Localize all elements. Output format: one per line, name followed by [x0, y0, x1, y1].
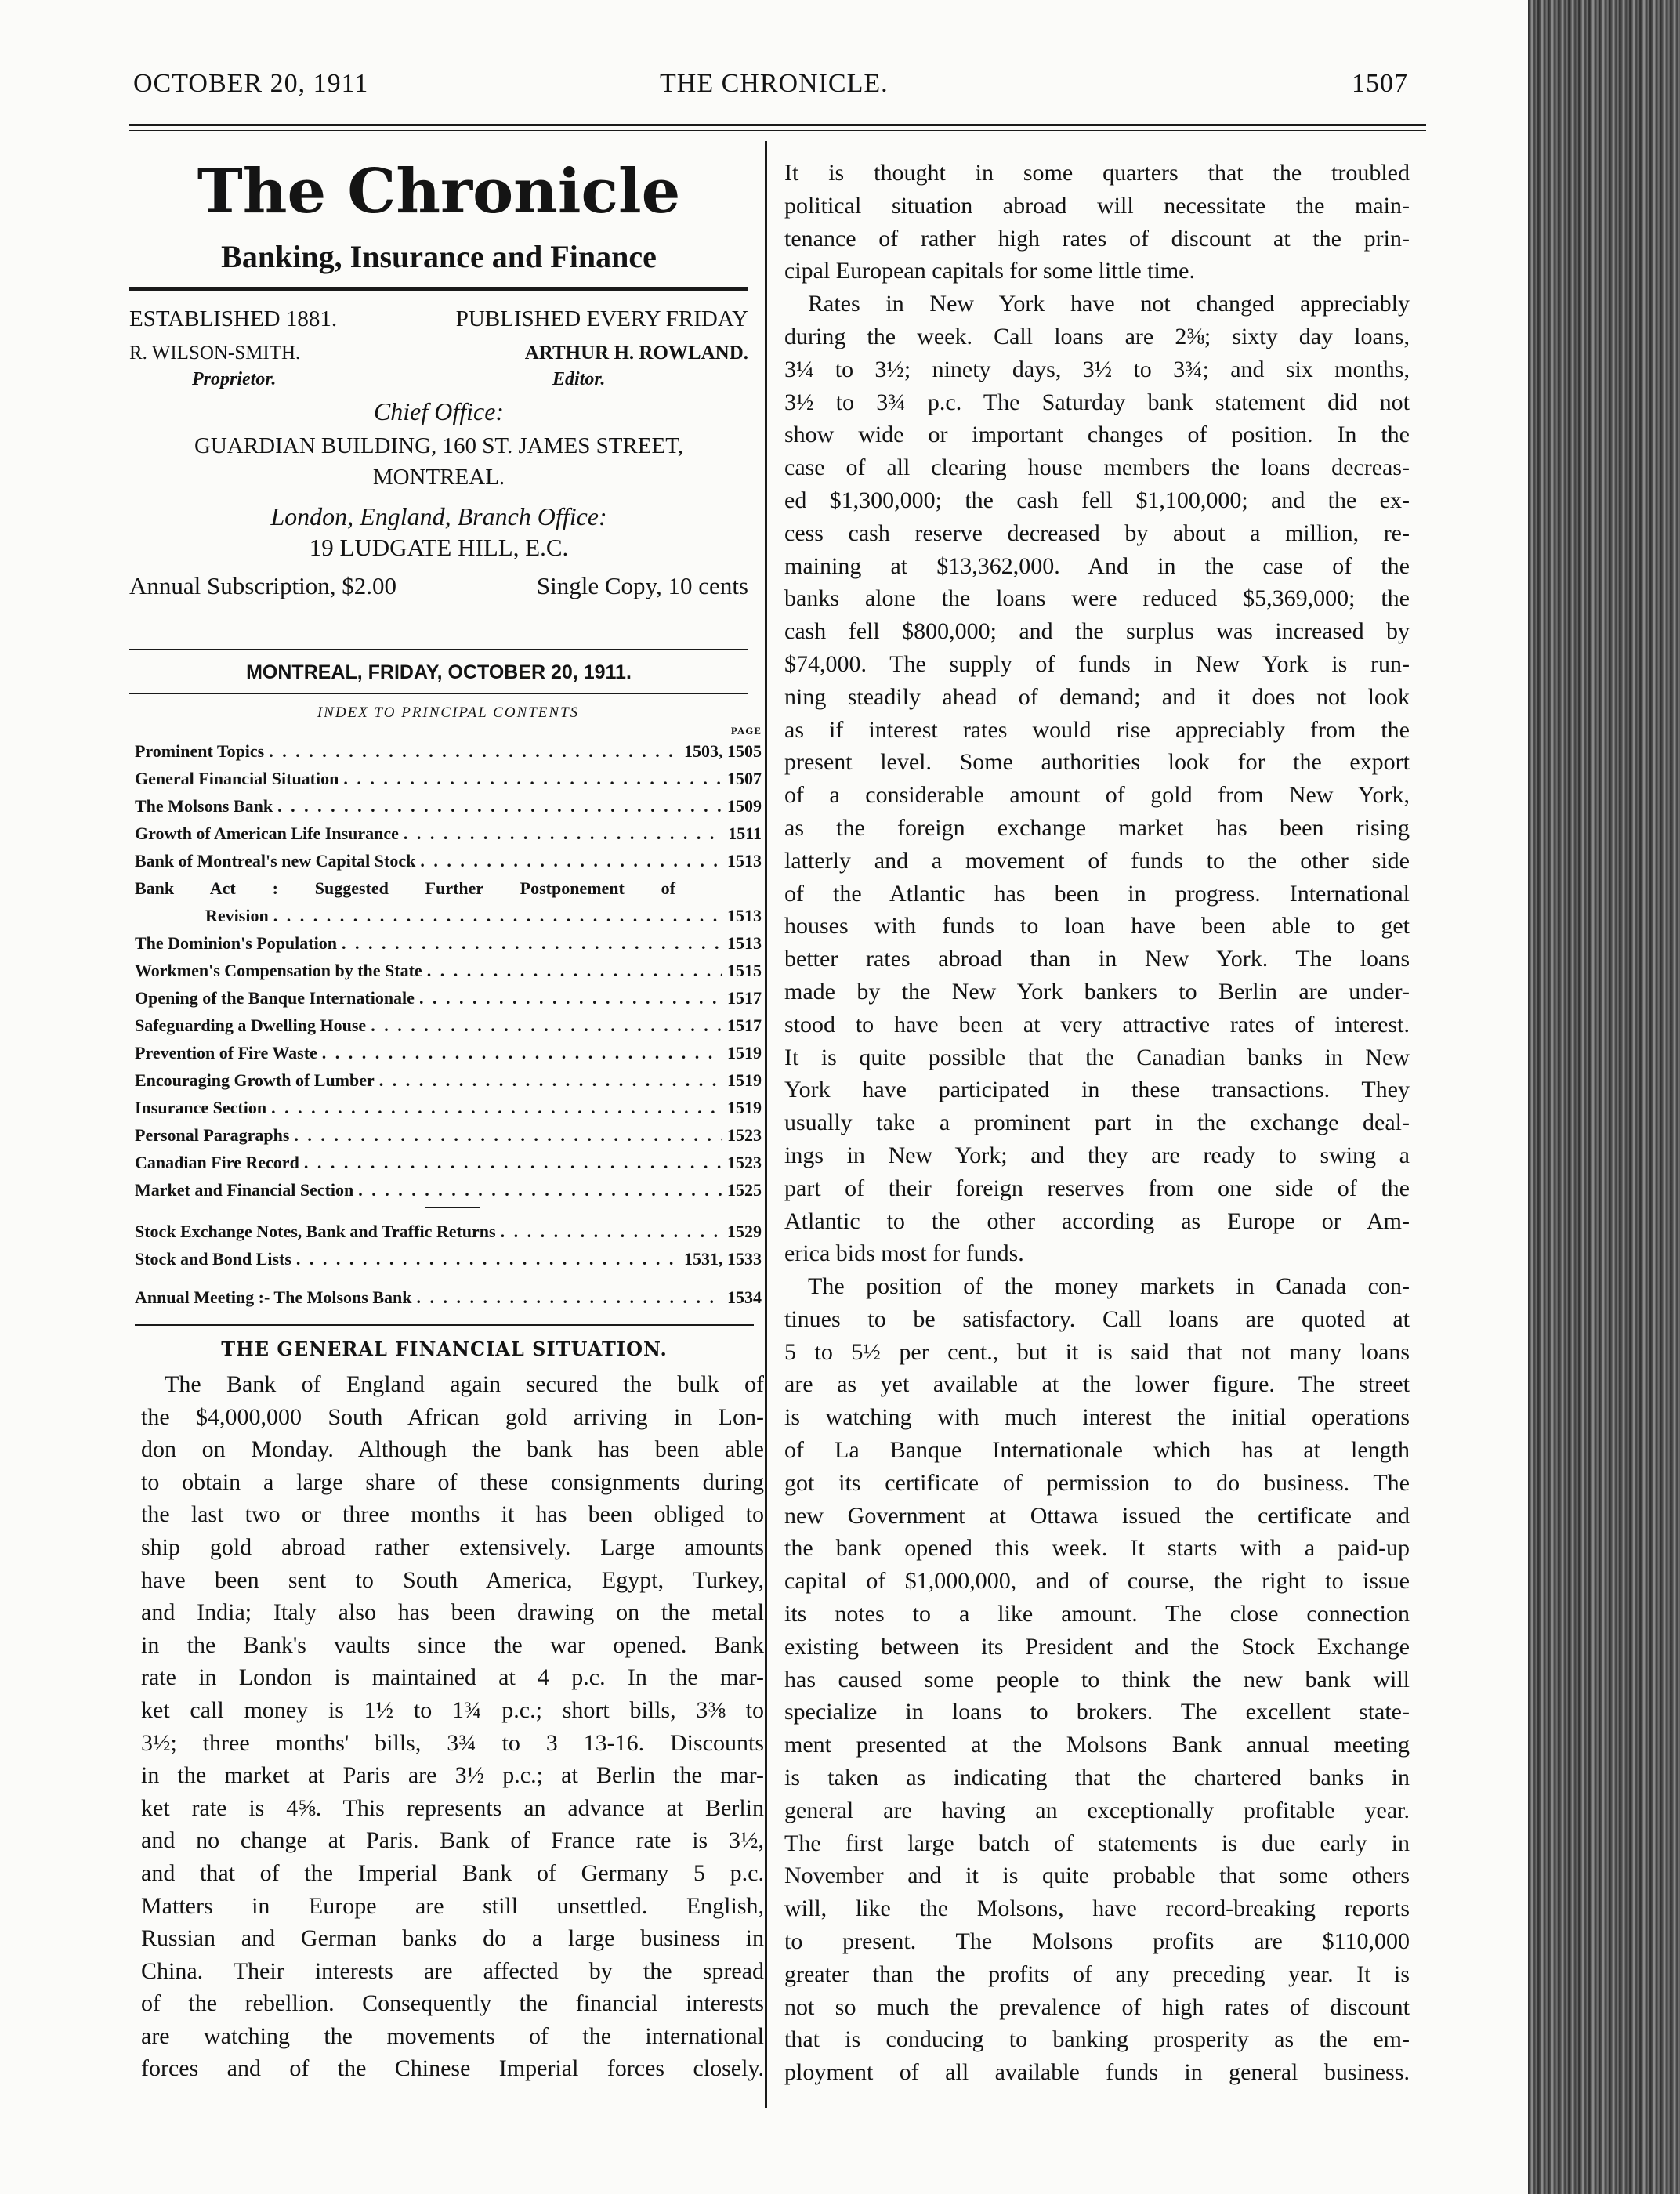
article-line: cipal European capitals for some little time.: [784, 258, 1195, 284]
index-entry-title: Safeguarding a Dwelling House: [135, 1016, 367, 1035]
article-line: erica bids most for funds.: [784, 1240, 1024, 1267]
article-line: $74,000. The supply of funds in New York is run-: [784, 650, 1410, 677]
article-line: tenance of rather high rates of discount at the prin-: [784, 225, 1410, 252]
running-head-title: THE CHRONICLE.: [660, 69, 889, 98]
leader-dots: [420, 847, 722, 874]
article-line: 3¼ to 3½; ninety days, 3½ to 3¾; and six months,: [784, 356, 1410, 382]
index-entry-title: Insurance Section: [135, 1098, 267, 1117]
index-entry-page: 1513: [727, 933, 762, 953]
leader-dots: [269, 737, 679, 765]
article-line: present level. Some authorities look for the export: [784, 749, 1410, 776]
article-line: Matters in Europe are still unsettled. English,: [141, 1892, 764, 1919]
article-line: that is conducing to banking prosperity as the em-: [784, 2026, 1410, 2053]
leader-dots: [501, 1218, 722, 1245]
article-line: will, like the Molsons, have record-breaking reports: [784, 1895, 1410, 1922]
index-entry-page: 1523: [727, 1153, 762, 1172]
index-entry-continued: [135, 902, 762, 929]
article-line: specialize in loans to brokers. The excellent state-: [784, 1699, 1410, 1725]
masthead-rule: [129, 287, 748, 291]
index-entry-title: Bank of Montreal's new Capital Stock: [135, 851, 416, 871]
article-rule: [135, 1324, 754, 1326]
article-line: better rates abroad than in New York. The loans: [784, 946, 1410, 972]
index-entry-page: 1531, 1533: [684, 1249, 762, 1269]
article-line: rate in London is maintained at 4 p.c. In the mar-: [141, 1664, 764, 1691]
leader-dots: [342, 929, 722, 957]
index-entry: [135, 1245, 762, 1273]
index-heading: INDEX TO PRINCIPAL CONTENTS: [317, 704, 580, 721]
article-line: has caused some people to think the new bank will: [784, 1666, 1410, 1693]
article-line: as the foreign exchange market has been rising: [784, 814, 1410, 841]
masthead: [129, 149, 748, 599]
article-line: 5 to 5½ per cent., but it is said that not many loans: [784, 1338, 1410, 1365]
article-line: general are having an exceptionally profitable year.: [784, 1797, 1410, 1823]
index-entry: [135, 957, 762, 984]
proprietor-name: R. WILSON-SMITH.: [129, 342, 301, 364]
article-line: usually take a prominent part in the exchange deal-: [784, 1110, 1410, 1136]
roles-row: [129, 366, 748, 393]
article-line: the $4,000,000 South African gold arriving in Lon-: [141, 1403, 764, 1430]
index-entry-title: The Dominion's Population: [135, 933, 337, 953]
london-label: London, England, Branch Office:: [270, 502, 607, 530]
index-entry-page: 1513: [727, 906, 762, 925]
article-line: ed $1,300,000; the cash fell $1,100,000; and the ex-: [784, 487, 1410, 513]
index-entry-page: 1517: [727, 1016, 762, 1035]
article-line: The position of the money markets in Canada con-: [808, 1273, 1410, 1300]
index-entry: [135, 847, 762, 874]
article-line: of the rebellion. Consequently the financial interests: [141, 1990, 764, 2017]
article-line: to present. The Molsons profits are $110,000: [784, 1928, 1410, 1955]
article-line: got its certificate of permission to do business. The: [784, 1469, 1410, 1496]
editor-name: ARTHUR H. ROWLAND.: [524, 342, 748, 364]
leader-dots: [273, 902, 722, 929]
article-line: don on Monday. Although the bank has been able: [141, 1436, 764, 1463]
index-entry: [135, 765, 762, 792]
index-entry: [135, 1176, 762, 1204]
article-line: tinues to be satisfactory. Call loans are quoted at: [784, 1305, 1410, 1332]
leader-dots: [404, 820, 723, 847]
article-line: ship gold abroad rather extensively. Large amounts: [141, 1533, 764, 1560]
article-line: greater than the profits of any preceding year. It is: [784, 1960, 1410, 1987]
index-entry-title: Canadian Fire Record: [135, 1153, 299, 1172]
article-line: the last two or three months it has been obliged to: [141, 1501, 764, 1528]
head-rule: [129, 124, 1426, 126]
index-entry-page: 1523: [727, 1125, 762, 1145]
leader-dots: [271, 1094, 722, 1121]
head-rule-thin: [129, 130, 1426, 131]
index-entry: [135, 874, 762, 902]
staff-row: [129, 338, 748, 369]
article-line: houses with funds to loan have been able to get: [784, 913, 1410, 940]
leader-dots: [358, 1176, 722, 1204]
article-line: not so much the prevalence of high rates of discount: [784, 1993, 1410, 2020]
article-line: and that of the Imperial Bank of Germany 5 p.c.: [141, 1859, 764, 1886]
dateline-rule-top: [129, 649, 748, 650]
article-line: are watching the movements of the international: [141, 2022, 764, 2049]
article-heading: THE GENERAL FINANCIAL SITUATION.: [221, 1338, 668, 1360]
index-entry: [135, 1066, 762, 1094]
leader-dots: [419, 984, 722, 1012]
leader-dots: [379, 1066, 722, 1094]
article-line: 3½; three months' bills, 3¾ to 3 13-16. Discounts: [141, 1729, 764, 1756]
leader-dots: [304, 1149, 722, 1176]
index-entry-title: Bank Act : Suggested Further Postponement of: [135, 878, 675, 898]
index-entry: [135, 792, 762, 820]
article-line: made by the New York bankers to Berlin are under-: [784, 978, 1410, 1005]
index-entry-page: 1503, 1505: [684, 741, 762, 761]
article-line: have been sent to South America, Egypt, Turkey,: [141, 1566, 764, 1593]
article-line: ket rate is 4⅝. This represents an advance at Berlin: [141, 1794, 764, 1821]
index-entry-page: 1511: [728, 824, 762, 843]
index-entry-page: 1519: [727, 1098, 762, 1117]
editor-role: Editor.: [552, 369, 606, 389]
article-line: case of all clearing house members the loans decreas-: [784, 454, 1410, 481]
article-line: It is thought in some quarters that the troubled: [784, 160, 1410, 186]
article-line: of the Atlantic has been in progress. International: [784, 880, 1410, 907]
index-entry-page: 1519: [727, 1043, 762, 1063]
article-line: new Government at Ottawa issued the certificate and: [784, 1502, 1410, 1529]
index-page-label: PAGE: [730, 725, 762, 737]
proprietor-role: Proprietor.: [192, 369, 277, 389]
running-head-page: 1507: [1352, 69, 1408, 98]
index-entry: [135, 1121, 762, 1149]
article-line: are as yet available at the lower figure. The street: [784, 1371, 1410, 1398]
masthead-subtitle: Banking, Insurance and Finance: [221, 239, 657, 274]
article-line: during the week. Call loans are 2⅜; sixty day loans,: [784, 323, 1410, 349]
contents-index: [135, 701, 762, 1311]
single-copy: Single Copy, 10 cents: [536, 572, 748, 599]
leader-dots: [296, 1245, 679, 1273]
index-entry-page: 1519: [727, 1070, 762, 1090]
article-line: stood to have been at very attractive rates of interest.: [784, 1011, 1410, 1037]
article-line: cess cash reserve decreased by about a million, re-: [784, 520, 1410, 546]
published: PUBLISHED EVERY FRIDAY: [455, 306, 748, 331]
index-entry: [135, 737, 762, 765]
index-entry-title: Market and Financial Section: [135, 1180, 354, 1200]
article-line: show wide or important changes of position. In the: [784, 422, 1410, 448]
article-line: its notes to a like amount. The close connection: [784, 1601, 1410, 1627]
article-line: the bank opened this week. It starts with a paid-up: [784, 1535, 1410, 1562]
article-line: banks alone the loans were reduced $5,369,000; the: [784, 585, 1410, 612]
index-entry-page: 1517: [727, 988, 762, 1008]
subscription-row: [129, 568, 748, 604]
index-entry-page: 1513: [727, 851, 762, 871]
index-entry-title-continued: Revision: [205, 906, 269, 925]
article-line: to obtain a large share of these consignments during: [141, 1468, 764, 1495]
index-entry: [135, 820, 762, 847]
article-line: and India; Italy also has been drawing on the metal: [141, 1599, 764, 1626]
article-line: ning steadily ahead of demand; and it does not look: [784, 683, 1410, 710]
index-entry: [135, 1094, 762, 1121]
article-line: November and it is quite probable that some others: [784, 1863, 1410, 1889]
article-line: It is quite possible that the Canadian banks in New: [784, 1044, 1410, 1070]
article-line: Atlantic to the other according as Europe or Am-: [784, 1207, 1410, 1234]
book-page-edges: [1528, 0, 1680, 2194]
leader-dots: [343, 765, 722, 792]
article-line: capital of $1,000,000, and of course, the right to issue: [784, 1568, 1410, 1595]
article-line: in the market at Paris are 3½ p.c.; at Berlin the mar-: [141, 1762, 764, 1789]
article-line: latterly and a movement of funds to the other side: [784, 847, 1410, 874]
index-list: [135, 737, 762, 1311]
article-line: in the Bank's vaults since the war opened. Bank: [141, 1631, 764, 1658]
index-entry: [135, 984, 762, 1012]
article-line: is taken as indicating that the chartered banks in: [784, 1765, 1410, 1791]
index-entry-title: Personal Paragraphs: [135, 1125, 290, 1145]
article-line: The first large batch of statements is due early in: [784, 1830, 1410, 1856]
article-line: of a considerable amount of gold from New York,: [784, 782, 1410, 809]
article-line: is watching with much interest the initial operations: [784, 1404, 1410, 1431]
article-line: ings in New York; and they are ready to swing a: [784, 1142, 1410, 1168]
article-line: as if interest rates would rise appreciably from the: [784, 716, 1410, 743]
index-entry: [135, 1039, 762, 1066]
index-entry: [135, 1283, 762, 1311]
article-line: 3½ to 3¾ p.c. The Saturday bank statement did not: [784, 389, 1410, 415]
index-entry-title: General Financial Situation: [135, 769, 339, 788]
dateline: MONTREAL, FRIDAY, OCTOBER 20, 1911.: [246, 661, 632, 683]
leader-dots: [427, 957, 722, 984]
established: ESTABLISHED 1881.: [129, 306, 338, 331]
article-left-column: [141, 1368, 764, 2085]
index-entry: [135, 1012, 762, 1039]
index-entry-page: 1509: [727, 796, 762, 816]
chief-office-city: MONTREAL.: [372, 465, 505, 490]
leader-dots: [371, 1012, 722, 1039]
index-entry-title: Stock and Bond Lists: [135, 1249, 291, 1269]
article-line: ployment of all available funds in general business.: [784, 2059, 1410, 2086]
leader-dots: [277, 792, 722, 820]
index-entry-page: 1534: [727, 1287, 762, 1307]
masthead-title: The Chronicle: [197, 156, 681, 227]
article-line: of La Banque Internationale which has at length: [784, 1437, 1410, 1464]
article-line: political situation abroad will necessitate the main-: [784, 192, 1410, 219]
article-line: The Bank of England again secured the bulk of: [165, 1371, 764, 1397]
leader-dots: [294, 1121, 722, 1149]
article-line: forces and of the Chinese Imperial forces closely.: [141, 2055, 764, 2082]
index-entry-page: 1529: [727, 1222, 762, 1241]
article-line: part of their foreign reserves from one side of the: [784, 1175, 1410, 1201]
article-right-column: [784, 157, 1410, 2089]
index-entry-title: Encouraging Growth of Lumber: [135, 1070, 375, 1090]
index-entry-title: Prominent Topics: [135, 741, 265, 761]
london-address: 19 LUDGATE HILL, E.C.: [309, 534, 569, 561]
running-head-date: OCTOBER 20, 1911: [133, 69, 369, 98]
leader-dots: [416, 1283, 722, 1311]
index-entry-page: 1525: [727, 1180, 762, 1200]
index-entry-title: Annual Meeting :- The Molsons Bank: [135, 1287, 412, 1307]
index-entry-title: The Molsons Bank: [135, 796, 273, 816]
index-entry-title: Opening of the Banque Internationale: [135, 988, 415, 1008]
index-entry-page: 1515: [727, 961, 762, 980]
index-entry: [135, 1218, 762, 1245]
leader-dots: [322, 1039, 722, 1066]
index-entry-title: Stock Exchange Notes, Bank and Traffic Returns: [135, 1222, 496, 1241]
article-line: and no change at Paris. Bank of France rate is 3½,: [141, 1827, 764, 1854]
index-entry-title: Growth of American Life Insurance: [135, 824, 399, 843]
dateline-rule-bottom: [129, 693, 748, 694]
article-line: existing between its President and the Stock Exchange: [784, 1633, 1410, 1660]
column-divider: [765, 141, 767, 2108]
established-row: [129, 300, 748, 338]
index-entry-title: Prevention of Fire Waste: [135, 1043, 317, 1063]
chief-office-address: GUARDIAN BUILDING, 160 ST. JAMES STREET,: [194, 433, 684, 458]
subscription: Annual Subscription, $2.00: [129, 572, 396, 599]
article-line: cash fell $800,000; and the surplus was increased by: [784, 618, 1410, 645]
index-entry-title: Workmen's Compensation by the State: [135, 961, 422, 980]
article-line: maining at $13,362,000. And in the case of the: [784, 552, 1410, 579]
index-entry: [135, 1149, 762, 1176]
article-line: ket call money is 1½ to 1¾ p.c.; short bills, 3⅜ to: [141, 1696, 764, 1723]
article-line: Rates in New York have not changed appreciably: [808, 291, 1410, 317]
article-line: York have participated in these transactions. They: [784, 1077, 1410, 1103]
index-entry: [135, 929, 762, 957]
article-line: ment presented at the Molsons Bank annual meeting: [784, 1732, 1410, 1758]
chief-office-label: Chief Office:: [373, 397, 505, 425]
article-line: Russian and German banks do a large business in: [141, 1925, 764, 1952]
index-entry-page: 1507: [727, 769, 762, 788]
article-line: China. Their interests are affected by the spread: [141, 1957, 764, 1984]
